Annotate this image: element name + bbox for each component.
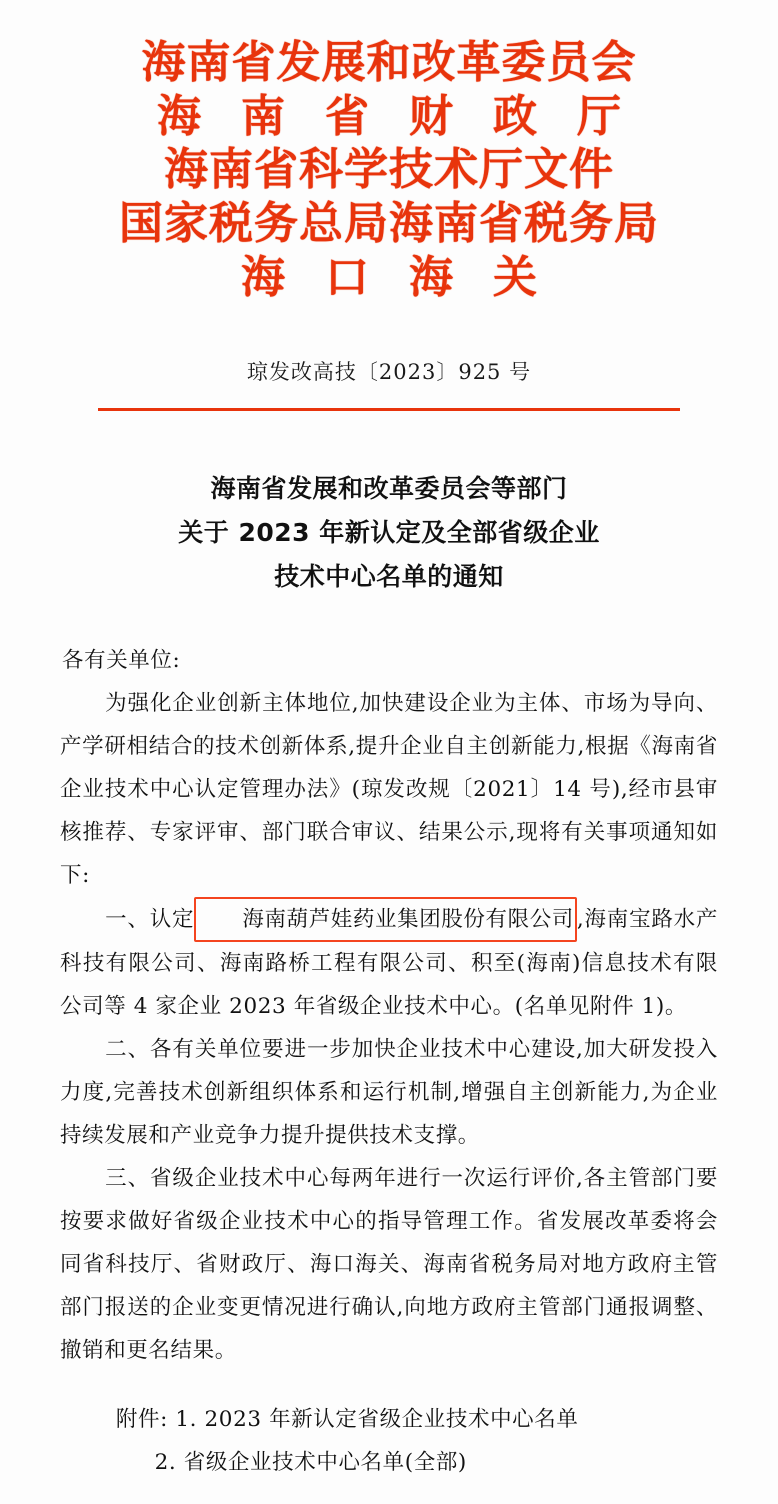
item-1-suffix: ,海南宝路水产科技有限公司、海南路桥工程有限公司、积至(海南)信息技术有限公司等 4 家企业 2023 年省级企业技术中心。(名单见附件 1)。 (60, 906, 718, 1019)
page-title-line-1: 海南省发展和改革委员会等部门 (210, 474, 568, 504)
letterhead-line-5: 海口海关 (241, 251, 577, 303)
letterhead-line-3: 海南省科学技术厅文件 (164, 144, 614, 196)
page-title-line-3: 技术中心名单的通知 (274, 561, 504, 591)
paragraph-item-3: 三、省级企业技术中心每两年进行一次运行评价,各主管部门要按要求做好省级企业技术中心的指导管理工作。省发展改革委将会同省科技厅、省财政厅、海口海关、海南省税务局对地方政府主管部门报送的企业变更情况进行确认,向地方政府主管部门通报调整、撤销和更名结果。 (60, 1165, 718, 1363)
document-body (60, 639, 718, 1484)
red-divider-rule (98, 408, 680, 411)
letterhead (60, 36, 718, 304)
document-number: 琼发改高技〔2023〕925 号 (246, 360, 532, 385)
paragraph-item-1 (60, 897, 718, 1028)
highlighted-company-name: 海南葫芦娃药业集团股份有限公司 (194, 897, 577, 942)
item-1-prefix: 一、认定 (105, 906, 195, 932)
letterhead-line-2: 海南省财政厅 (157, 90, 661, 142)
letterhead-line-1: 海南省发展和改革委员会 (141, 37, 637, 88)
salutation: 各有关单位: (62, 647, 181, 673)
paragraph-item-2: 二、各有关单位要进一步加快企业技术中心建设,加大研发投入力度,完善技术创新组织体系和运行机制,增强自主创新能力,为企业持续发展和产业竞争力提升提供技术支撑。 (60, 1036, 718, 1148)
attachment-line-1: 附件: 1. 2023 年新认定省级企业技术中心名单 (115, 1406, 579, 1432)
page-title-line-2: 关于 2023 年新认定及全部省级企业 (178, 518, 600, 548)
attachment-line-2: 2. 省级企业技术中心名单(全部) (154, 1449, 467, 1475)
attachment-list (60, 1398, 718, 1484)
document-title (60, 467, 718, 598)
letterhead-line-4: 国家税务总局海南省税务局 (119, 198, 659, 250)
paragraph-intro: 为强化企业创新主体地位,加快建设企业为主体、市场为导向、产学研相结合的技术创新体系,提升企业自主创新能力,根据《海南省企业技术中心认定管理办法》(琼发改规〔2021〕14 号),经市县审核推荐、专家评审、部门联合审议、结果公示,现将有关事项通知如下: (60, 690, 718, 888)
